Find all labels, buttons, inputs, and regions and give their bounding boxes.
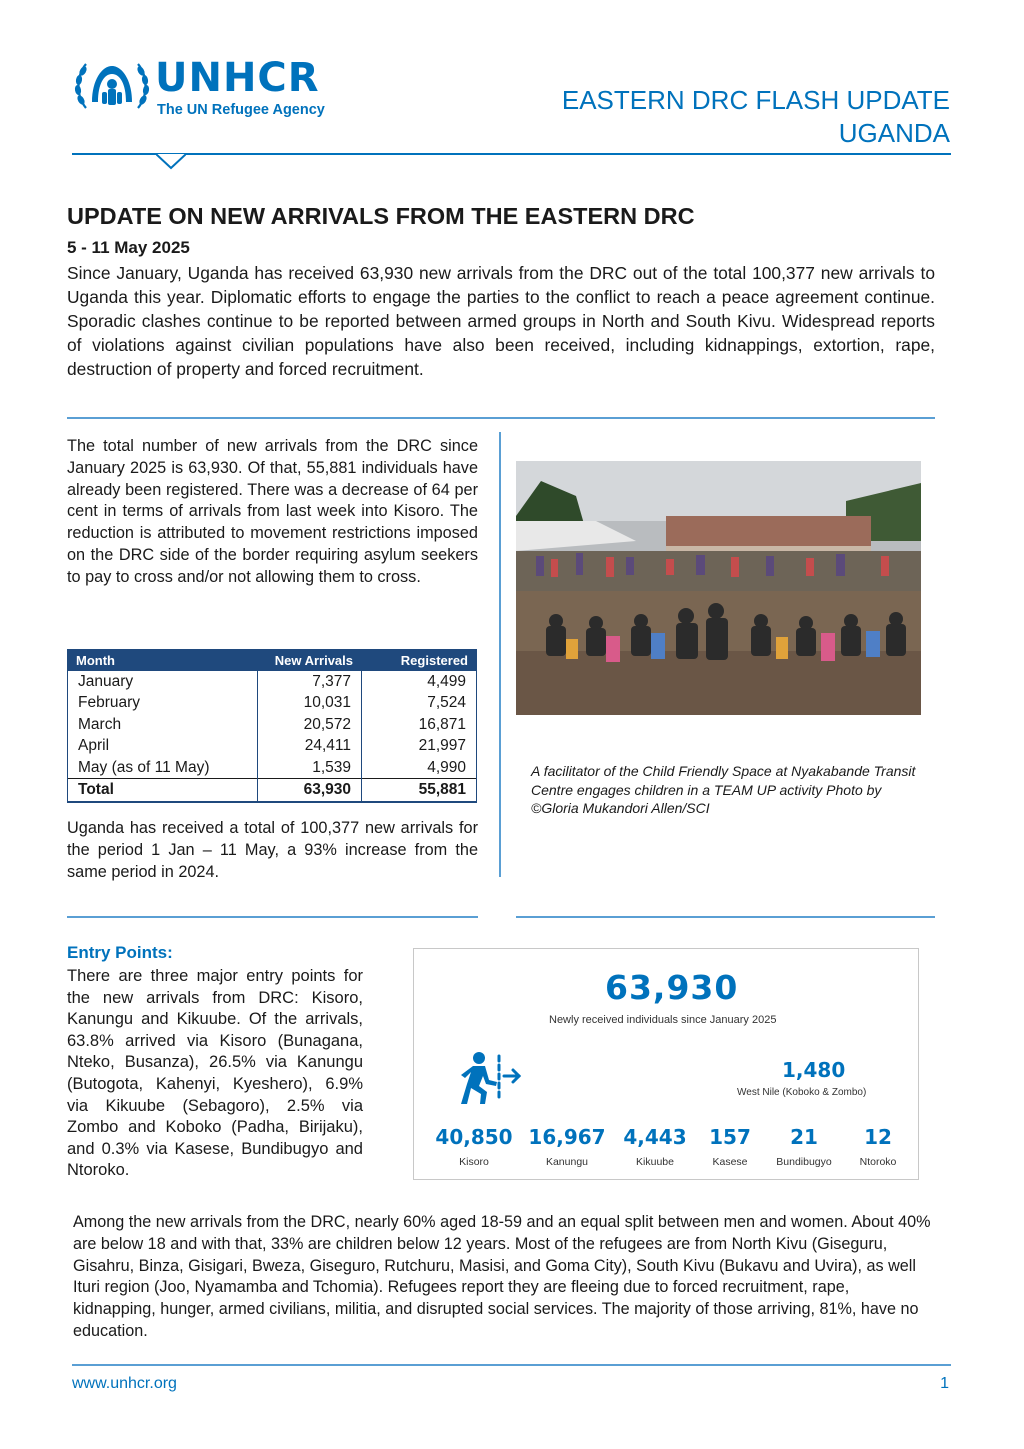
site-label: Kisoro [459, 1156, 489, 1168]
column-header-registered: Registered [362, 650, 477, 671]
header-divider [72, 153, 951, 155]
total-arrivals-figure: 63,930 [605, 968, 739, 1007]
photo-caption: A facilitator of the Child Friendly Space at Nyakabande Transit Centre engages children in a TEAM UP activity Photo by ©Gloria Mukandori Allen/SCI [531, 763, 916, 816]
cell-month: March [68, 714, 258, 736]
cell-month: April [68, 736, 258, 758]
site-value: 40,850 [435, 1125, 513, 1149]
section-divider [516, 916, 935, 918]
site-label: Kanungu [545, 1156, 589, 1168]
annual-total-paragraph: Uganda has received a total of 100,377 new arrivals for the period 1 Jan – 11 May, a 93% increase from the same period in 2024. [67, 819, 478, 881]
cell-total-new-arrivals: 63,930 [258, 779, 362, 802]
site-value: 4,443 [623, 1125, 687, 1149]
arrivals-summary-paragraph: The total number of new arrivals from the DRC since January 2025 is 63,930. Of that, 55,881 individuals have already been registered. There was a decrease of 64 per cent in terms of arrivals from last week into Kisoro. The reduction is attributed to movement restrictions imposed on the DRC side of the border requiring asylum seekers to pay to cross and/or not allowing them to cross. [67, 437, 478, 586]
entry-points-paragraph: There are three major entry points for the new arrivals from DRC: Kisoro, Kanungu and Kikuube. Of the arrivals, 63.8% arrived via Kisoro (Bunagana, Nteko, Busanza), 26.5% via Kanungu (Butogota, Kahenyi, Kyeshero), 6.9% via Kikuube (Sebagoro), 2.5% via Zombo and Koboko (Padha, Birijaku), and 0.3% via Kasese, Bundibugyo and Ntoroko. [67, 967, 363, 1180]
monthly-arrivals-table [67, 649, 477, 803]
cell-new-arrivals: 24,411 [258, 736, 362, 758]
cell-registered: 7,524 [362, 692, 477, 714]
cell-new-arrivals: 1,539 [258, 757, 362, 779]
total-arrivals-label: Newly received individuals since January 2025 [549, 1014, 777, 1026]
footer-divider [72, 1364, 951, 1366]
demographics-paragraph: Among the new arrivals from the DRC, nearly 60% aged 18-59 and an equal split between men and women. About 40% are below 18 and with that, 33% are children below 12 years. Most of the refugees are from North Kivu (Giseguru, Gisahru, Binza, Gisigari, Bweza, Giseguro, Rutchuru, Masisi, and Goma City), South Kivu (Bukavu and Uvira), as well Ituri region (Joo, Nyamamba and Tchomia). Refugees report they are fleeing due to forced recruitment, rape, kidnapping, hunger, armed civilians, militia, and disrupted social services. The majority of those arriving, 81%, have no education. [73, 1213, 931, 1340]
site-stat-kanungu [517, 1125, 617, 1168]
header-title-line-2: UGANDA [838, 118, 950, 148]
cell-registered: 16,871 [362, 714, 477, 736]
table-row [68, 671, 477, 693]
section-divider [67, 916, 478, 918]
site-label: Ntoroko [859, 1156, 897, 1168]
column-header-new-arrivals: New Arrivals [258, 650, 362, 671]
table-row [68, 692, 477, 714]
cell-registered: 4,990 [362, 757, 477, 779]
site-stat-kisoro [424, 1125, 524, 1168]
site-value: 157 [709, 1125, 751, 1149]
document-header-title [562, 84, 950, 150]
report-period: 5 - 11 May 2025 [67, 238, 190, 257]
cell-registered: 4,499 [362, 671, 477, 693]
header-notch-icon [156, 154, 186, 170]
page-number: 1 [940, 1375, 949, 1392]
cell-total-label: Total [68, 779, 258, 802]
cell-new-arrivals: 7,377 [258, 671, 362, 693]
table-row [68, 757, 477, 779]
page-title: UPDATE ON NEW ARRIVALS FROM THE EASTERN DRC [67, 203, 695, 229]
table-row [68, 736, 477, 758]
site-value: 21 [790, 1125, 818, 1149]
header-title-line-1: EASTERN DRC FLASH UPDATE [561, 85, 950, 115]
cell-month: January [68, 671, 258, 693]
cell-month: February [68, 692, 258, 714]
table-row [68, 714, 477, 736]
table-total-row [68, 779, 477, 802]
cell-registered: 21,997 [362, 736, 477, 758]
west-nile-label: West Nile (Koboko & Zombo) [737, 1087, 867, 1098]
site-stat-ntoroko [828, 1125, 928, 1168]
column-divider [499, 432, 501, 877]
cell-total-registered: 55,881 [362, 779, 477, 802]
cell-new-arrivals: 10,031 [258, 692, 362, 714]
logo-wordmark: UNHCR [155, 55, 320, 101]
entry-points-heading: Entry Points: [67, 943, 173, 962]
site-label: Kasese [712, 1156, 748, 1168]
footer-website-link[interactable]: www.unhcr.org [72, 1375, 177, 1392]
table-header-row [68, 650, 477, 671]
site-value: 16,967 [528, 1125, 606, 1149]
section-divider [67, 417, 935, 419]
site-label: Kikuube [636, 1156, 674, 1168]
west-nile-figure: 1,480 [782, 1058, 846, 1082]
unhcr-logo-emblem [72, 56, 152, 120]
logo-tagline: The UN Refugee Agency [157, 102, 325, 118]
site-label: Bundibugyo [776, 1156, 832, 1168]
site-value: 12 [864, 1125, 892, 1149]
cell-new-arrivals: 20,572 [258, 714, 362, 736]
column-header-month: Month [68, 650, 258, 671]
intro-paragraph: Since January, Uganda has received 63,930 new arrivals from the DRC out of the total 100,377 new arrivals to Uganda this year. Diplomatic efforts to engage the parties to the conflict to reach a peace agreement continue. Sporadic clashes continue to be reported between armed groups in North and South Kivu. Widespread reports of violations against civilian populations have also been received, including kidnappings, extortion, rape, destruction of property and forced recruitment. [67, 263, 935, 379]
person-arriving-icon [455, 1050, 525, 1106]
cell-month: May (as of 11 May) [68, 757, 258, 779]
transit-centre-photo [516, 461, 921, 715]
